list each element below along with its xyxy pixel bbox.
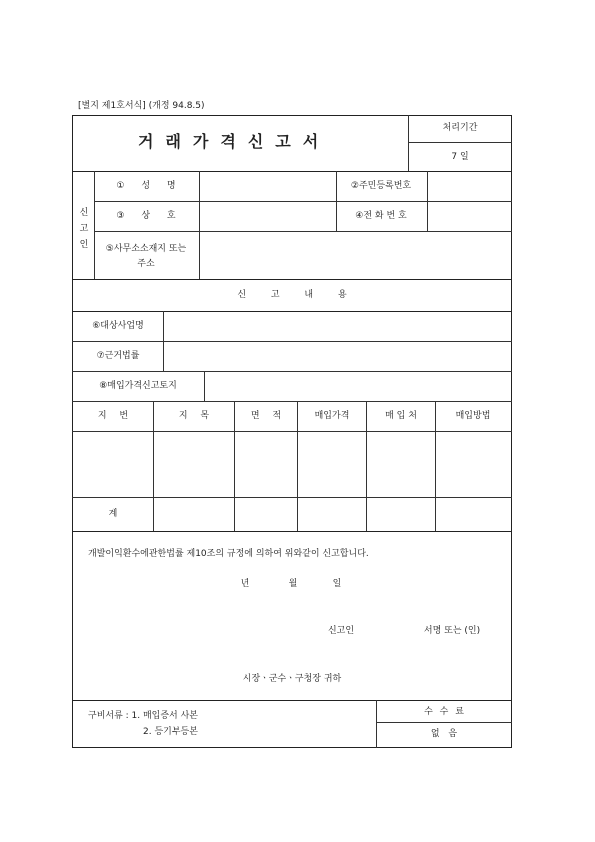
divider <box>72 279 512 280</box>
col-header-purchase-method: 매입방법 <box>455 411 491 421</box>
date-day-label: 일 <box>332 579 342 589</box>
phone-label: ④전 화 번 호 <box>355 211 407 221</box>
trade-name-field[interactable] <box>200 202 336 231</box>
reporter-group-label: 신 고 인 <box>79 208 89 250</box>
land-table-body[interactable] <box>72 432 512 497</box>
divider <box>408 115 409 171</box>
addressee: 시장ㆍ군수ㆍ구청장 귀하 <box>242 674 342 684</box>
date-month-label: 월 <box>288 579 298 589</box>
content-header: 신 고 내 용 <box>237 290 347 300</box>
col-header-area: 면 적 <box>250 411 282 421</box>
phone-field[interactable] <box>428 202 512 231</box>
processing-period-label: 처리기간 <box>442 123 478 133</box>
basis-law-field[interactable] <box>164 342 512 371</box>
land-label: ⑧매입가격신고토지 <box>99 381 177 391</box>
divider <box>408 142 512 143</box>
declaration-statement: 개발이익환수에관한법률 제10조의 규정에 의하여 위와같이 신고합니다. <box>88 549 369 559</box>
form-header: [별지 제1호서식] (개정 94.8.5) <box>78 101 205 111</box>
fee-label: 수 수 료 <box>424 707 464 717</box>
divider <box>72 531 512 532</box>
address-field[interactable] <box>200 232 512 279</box>
col-header-purchase-price: 매입가격 <box>314 411 350 421</box>
col-header-seller: 매 입 처 <box>385 411 417 421</box>
target-business-field[interactable] <box>164 312 512 341</box>
form-title: 거래가격신고서 <box>138 132 331 151</box>
divider <box>72 497 512 498</box>
divider <box>94 171 95 279</box>
fee-value: 없 음 <box>430 729 458 739</box>
address-label-line2: 주소 <box>137 259 155 269</box>
date-year-label: 년 <box>240 579 250 589</box>
trade-name-label: ③ 상 호 <box>116 211 176 221</box>
required-documents-line1: 구비서류 : 1. 매입증서 사본 <box>88 711 199 721</box>
divider <box>336 171 337 231</box>
processing-period-value: 7 일 <box>451 152 469 162</box>
target-business-label: ⑥대상사업명 <box>92 321 144 331</box>
resident-id-label: ②주민등록번호 <box>350 181 412 191</box>
resident-id-field[interactable] <box>428 172 512 201</box>
name-label: ① 성 명 <box>116 181 176 191</box>
signature-or-seal-label: 서명 또는 (인) <box>423 626 481 636</box>
col-header-lot-number: 지 번 <box>97 411 129 421</box>
col-header-land-category: 지 목 <box>178 411 210 421</box>
divider <box>376 700 377 748</box>
land-field[interactable] <box>205 372 512 401</box>
divider <box>72 401 512 402</box>
required-documents-line2: 2. 등기부등본 <box>143 727 198 737</box>
divider <box>376 722 512 723</box>
address-label: ⑤사무소소재지 또는 <box>105 244 187 254</box>
divider <box>72 700 512 701</box>
name-field[interactable] <box>200 172 336 201</box>
reporter-signature-label: 신고인 <box>327 626 355 636</box>
basis-law-label: ⑦근거법률 <box>96 351 140 361</box>
total-label: 계 <box>108 509 118 519</box>
